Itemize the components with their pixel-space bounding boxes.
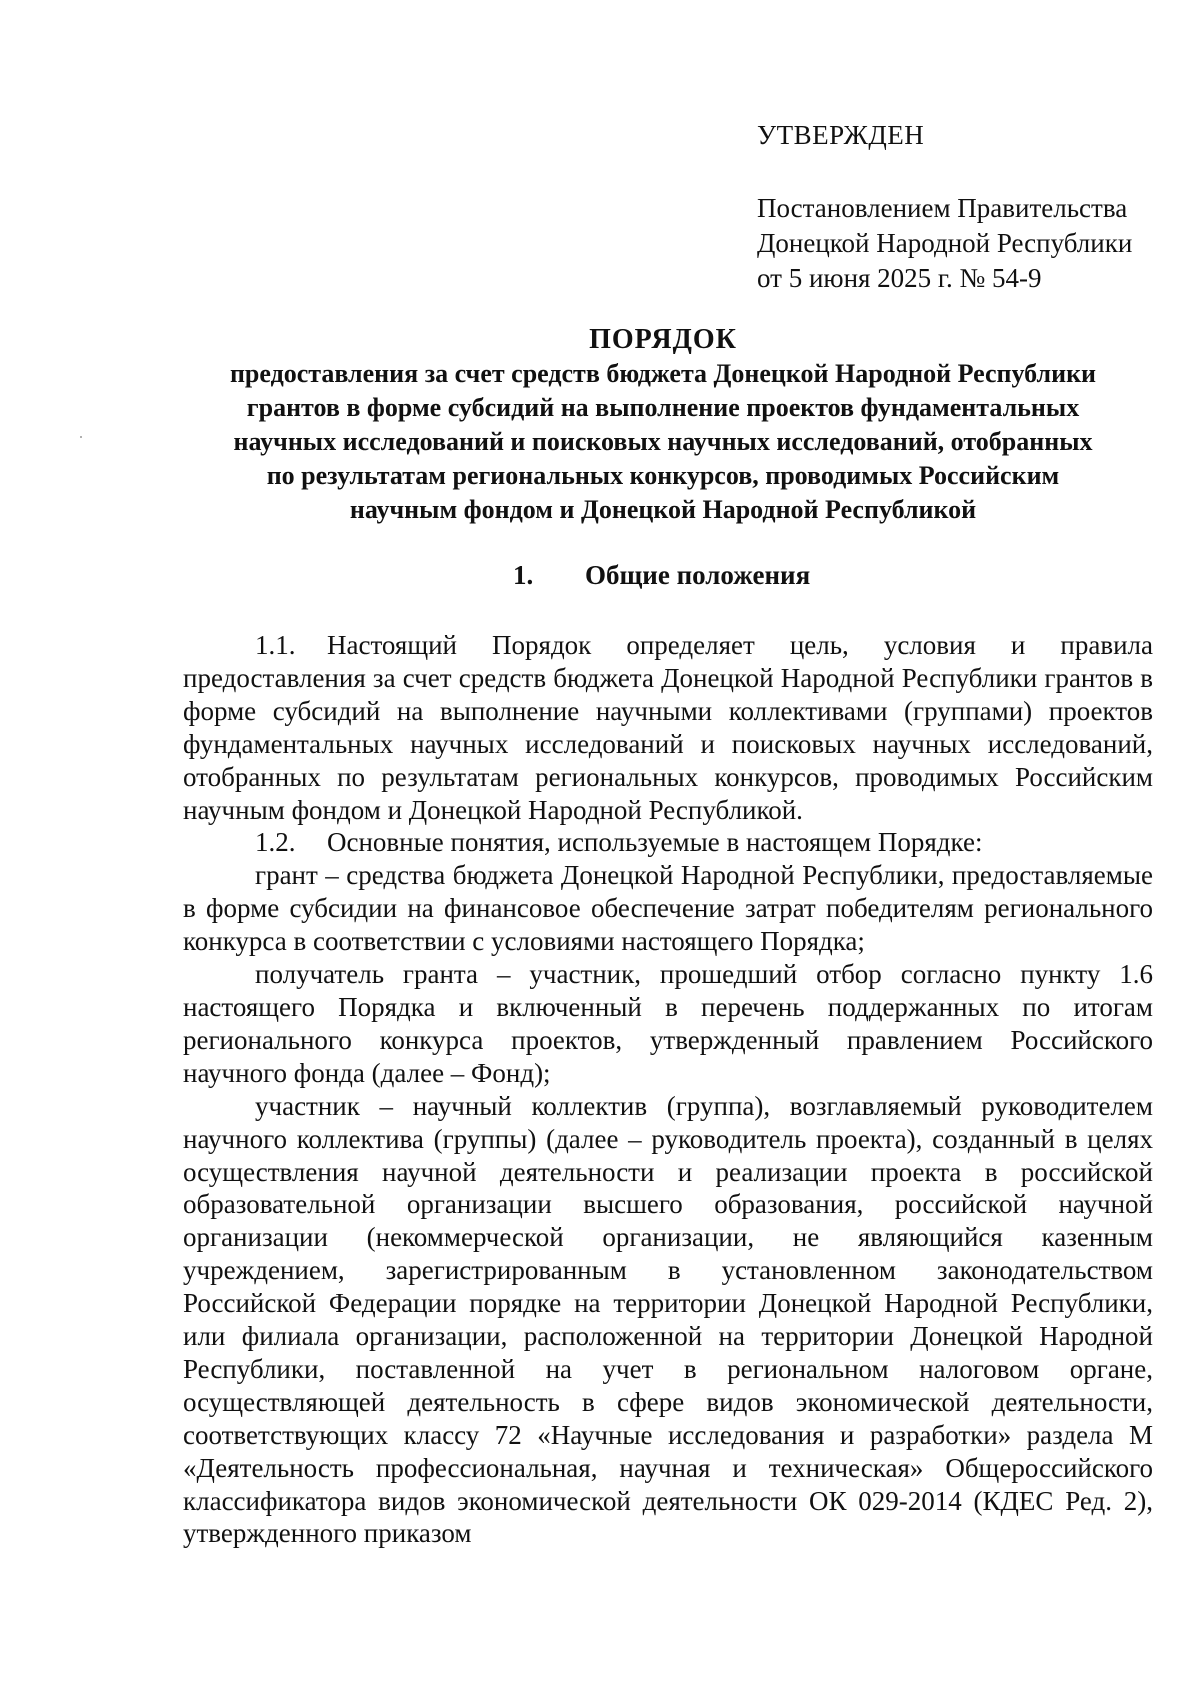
section-heading (513, 558, 810, 592)
definition-recipient: получатель гранта – участник, прошедший отбор согласно пункту 1.6 настоящего Порядка и включенный в перечень поддержанных по итогам регионального конкурса проектов, утвержденный правлением Российского научного фонда (далее – Фонд); (183, 959, 1153, 1088)
paragraph-1-1 (183, 629, 1153, 826)
title-line-4: по результатам региональных конкурсов, проводимых Российским (266, 461, 1060, 490)
approval-stamp: УТВЕРЖДЕН (757, 120, 925, 150)
title-line-5: научным фондом и Донецкой Народной Республикой (349, 495, 977, 524)
section-number: 1. (513, 560, 534, 590)
title-line-3: научных исследований и поисковых научных исследований, отобранных (233, 427, 1093, 456)
approval-line-1: Постановлением Правительства (757, 193, 1128, 223)
paragraph-1-2-label: 1.2. (255, 827, 296, 858)
definition-grant: грант – средства бюджета Донецкой Народной Республики, предоставляемые в форме субсидии на финансовое обеспечение затрат победителям регионального конкурса в соответствии с условиями настоящего Порядка; (183, 860, 1153, 957)
scan-artifact-dot (80, 436, 82, 438)
paragraph-1-2-text: Основные понятия, используемые в настоящем Порядке: (327, 827, 983, 858)
approval-line-2: Донецкой Народной Республики (757, 228, 1133, 258)
title-main: ПОРЯДОК (589, 324, 737, 355)
definition-participant: участник – научный коллектив (группа), возглавляемый руководителем научного коллектива (группы) (далее – руководитель проекта), созданный в целях осуществления научной деятельности и реализации проекта в российской образовательной организации высшего образования, российской научной организации (некоммерческой организации, не являющийся казенным учреждением, зарегистрированным в установленном законодательством Российской Федерации порядке на территории Донецкой Народной Республики, или филиала организации, расположенной на территории Донецкой Народной Республики, поставленной на учет в региональном налоговом органе, осуществляющей деятельность в сфере видов экономической деятельности, соответствующих классу 72 «Научные исследования и разработки» раздела М «Деятельность профессиональная, научная и техническая» Общероссийского классификатора видов экономической деятельности ОК 029-2014 (КДЕС Ред. 2), утвержденного приказом (183, 1090, 1153, 1549)
approval-block (757, 118, 1177, 296)
approval-line-3: от 5 июня 2025 г. № 54-9 (757, 263, 1042, 293)
section-title: Общие положения (585, 560, 811, 590)
paragraph-1-2 (183, 826, 1153, 859)
body-text (183, 629, 1153, 1550)
document-title (183, 323, 1143, 527)
paragraph-1-1-text: Настоящий Порядок определяет цель, условия и правила предоставления за счет средств бюджета Донецкой Народной Республики грантов в форме субсидий на выполнение научными коллективами (группами) проектов фундаментальных научных исследований и поисковых научных исследований, отобранных по результатам региональных конкурсов, проводимых Российским научным фондом и Донецкой Народной Республикой. (183, 630, 1153, 825)
paragraph-1-1-label: 1.1. (255, 630, 296, 660)
title-line-2: грантов в форме субсидий на выполнение проектов фундаментальных (246, 393, 1080, 422)
title-line-1: предоставления за счет средств бюджета Донецкой Народной Республики (229, 359, 1097, 388)
